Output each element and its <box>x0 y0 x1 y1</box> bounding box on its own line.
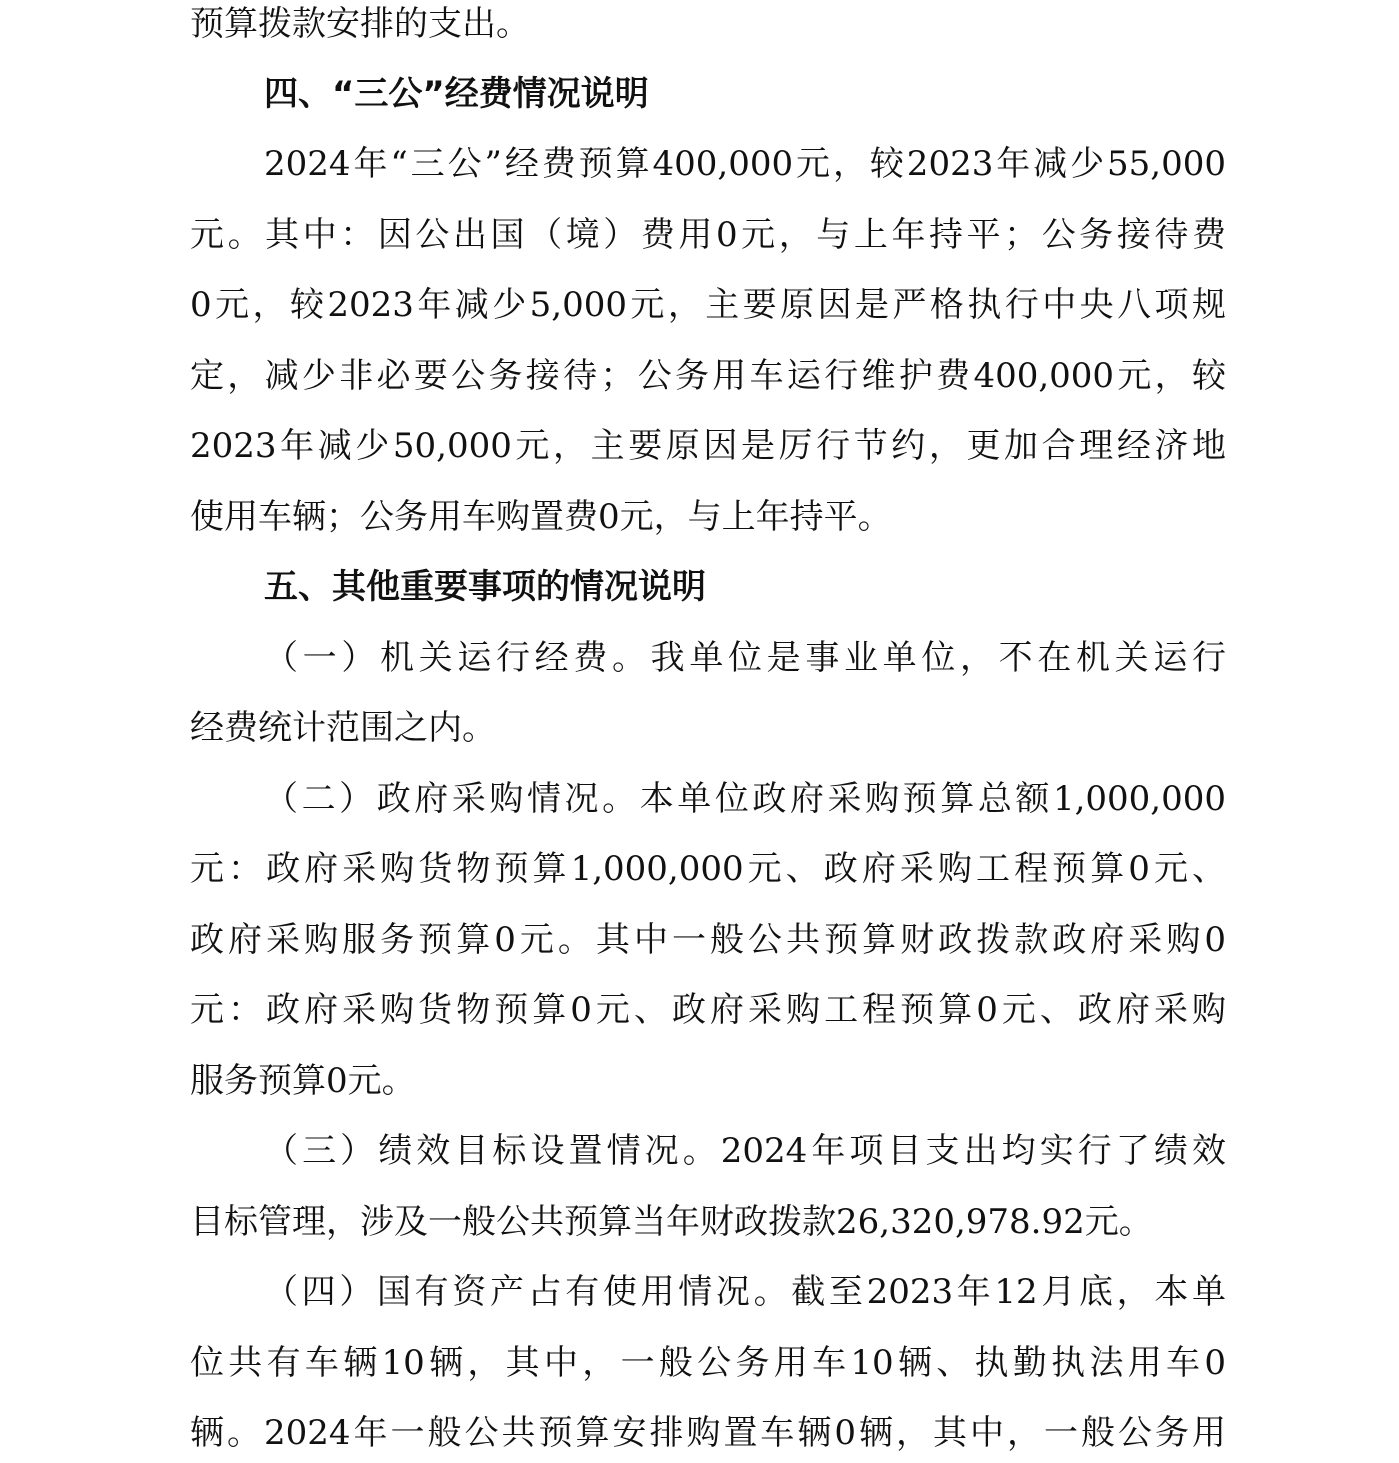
paragraph-line: 服务预算0元。 <box>190 1061 416 1101</box>
paragraph-line: 2023年减少50,000元，主要原因是厉行节约，更加合理经济地 <box>190 426 1226 466</box>
body-line: 预算拨款安排的支出。 <box>190 4 530 44</box>
paragraph-line: 0元，较2023年减少5,000元，主要原因是严格执行中央八项规 <box>190 285 1226 325</box>
paragraph-line: 使用车辆；公务用车购置费0元，与上年持平。 <box>190 497 892 537</box>
paragraph-line: 元：政府采购货物预算0元、政府采购工程预算0元、政府采购 <box>190 990 1226 1030</box>
paragraph-line: （三）绩效目标设置情况。2024年项目支出均实行了绩效 <box>264 1131 1226 1171</box>
paragraph-line: 政府采购服务预算0元。其中一般公共预算财政拨款政府采购0 <box>190 920 1226 960</box>
paragraph-line: 位共有车辆10辆，其中，一般公务用车10辆、执勤执法用车0 <box>190 1343 1226 1383</box>
paragraph-line: （一）机关运行经费。我单位是事业单位，不在机关运行 <box>264 638 1226 678</box>
section-heading-four: 四、“三公”经费情况说明 <box>264 74 649 114</box>
paragraph-line: 定，减少非必要公务接待；公务用车运行维护费400,000元，较 <box>190 356 1226 396</box>
paragraph-line: （四）国有资产占有使用情况。截至2023年12月底，本单 <box>264 1272 1226 1312</box>
section-heading-five: 五、其他重要事项的情况说明 <box>264 567 706 607</box>
paragraph-line: 目标管理，涉及一般公共预算当年财政拨款26,320,978.92元。 <box>190 1202 1153 1242</box>
paragraph-line: （二）政府采购情况。本单位政府采购预算总额1,000,000 <box>264 779 1226 819</box>
paragraph-line: 2024年“三公”经费预算400,000元，较2023年减少55,000 <box>264 144 1226 184</box>
paragraph-line: 经费统计范围之内。 <box>190 708 496 748</box>
paragraph-line: 元。其中：因公出国（境）费用0元，与上年持平；公务接待费 <box>190 215 1226 255</box>
paragraph-line: 元：政府采购货物预算1,000,000元、政府采购工程预算0元、 <box>190 849 1226 889</box>
paragraph-line: 辆。2024年一般公共预算安排购置车辆0辆，其中，一般公务用 <box>190 1413 1226 1453</box>
